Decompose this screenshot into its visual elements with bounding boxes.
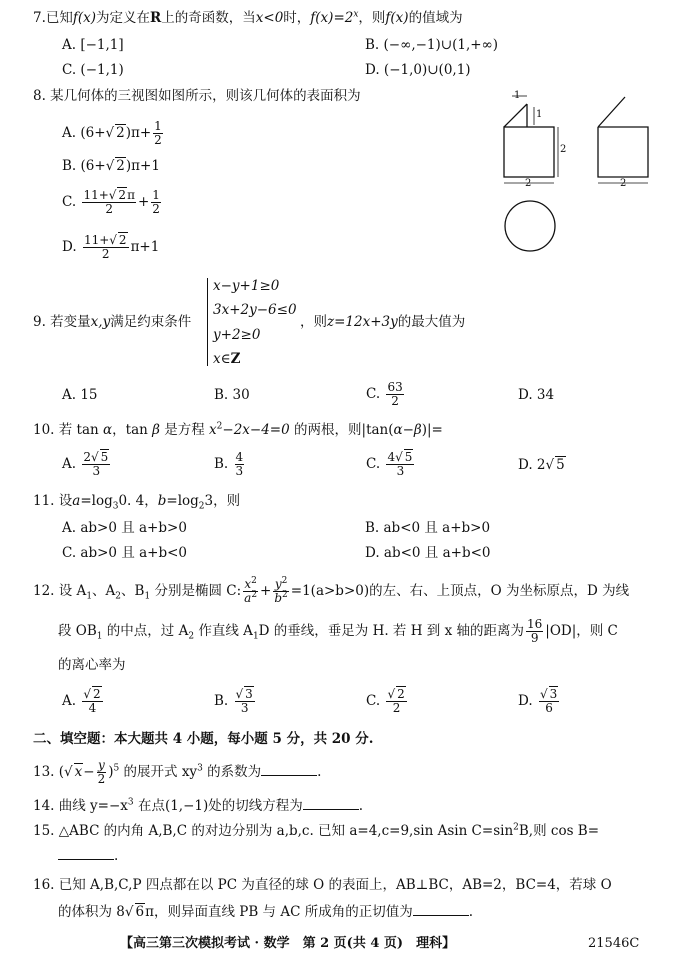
q14: 14. 曲线 $y=-x^3$ 在点(1,−1)处的切线方程为 .	[33, 797, 364, 814]
q10-option-d: D. 2√ 5	[518, 457, 565, 473]
dim-top-label: 1	[514, 90, 521, 101]
constraint-3: y+2≥0	[213, 327, 261, 343]
paper-code: 21546C	[588, 936, 640, 951]
q9-option-c: C. $\frac{63}{2}$	[366, 380, 403, 408]
q7-option-b: B. (−∞,−1)∪(1,+∞)	[365, 37, 499, 53]
q8-option-b: B. (6+√ 2)π+1	[62, 158, 160, 174]
q7-option-d: D. (−1,0)∪(0,1)	[365, 62, 471, 78]
q16-answer-blank[interactable]	[413, 915, 469, 916]
q8-stem: 8. 某几何体的三视图如图所示，则该几何体的表面积为	[33, 88, 361, 104]
q7-option-c: C. (−1,1)	[62, 62, 124, 78]
q12-line-3: 的离心率为	[58, 657, 126, 673]
q9-stem-right: ，则z=12x+3y的最大值为	[300, 314, 466, 330]
q7-stem: 7.已知f(x)为定义在R上的奇函数，当x<0时，$f(x)=2^x$，则f(x)的值域为	[33, 9, 463, 26]
constraint-2: 3x+2y−6≤0	[213, 302, 297, 318]
q12-option-d: D. $\frac{√ 3}{6}$	[518, 687, 558, 715]
q15-answer-blank[interactable]	[58, 859, 114, 860]
q11-option-c: C. ab>0 且 a+b<0	[62, 545, 188, 561]
dim-side-small-label: 1	[536, 109, 543, 120]
q12-option-c: C. $\frac{√ 2}{2}$	[366, 687, 405, 715]
q10-option-b: B. $\frac{4}{3}$	[214, 450, 244, 478]
q9-option-a: A. 15	[62, 387, 98, 403]
page-footer: 【高三第三次模拟考试 · 数学 第 2 页(共 4 页) 理科】	[120, 936, 456, 951]
side-view-slant	[598, 97, 625, 127]
q13: 13. (√ x− $\frac{y}{2}$ )$^5$ 的展开式 $xy^3$ 的系数为 .	[33, 758, 322, 786]
dim-height-label: 2	[560, 144, 567, 155]
q8-option-a: A. (6+√ 2)π+ $\frac{1}{2}$	[62, 119, 162, 147]
q12-line-2: 段 $OB_1$ 的中点，过 $A_2$ 作直线 $A_1D$ 的垂线，垂足为 H. 若 H 到 x 轴的距离为 $\frac{16}{9}$ |OD|，则 C	[58, 617, 618, 645]
dim-front-width-label: 2	[525, 178, 532, 189]
q10-option-c: C. $\frac{4√ 5}{3}$	[366, 450, 413, 478]
q9-option-b: B. 30	[214, 387, 250, 403]
q8-option-d: D. $\frac{11+√ 2}{2}$ π+1	[62, 233, 160, 261]
front-view-square	[504, 127, 554, 177]
side-view-square	[598, 127, 648, 177]
q12-option-a: A. $\frac{√ 2}{4}$	[62, 687, 101, 715]
q9-stem-left: 9. 若变量x,y满足约束条件	[33, 314, 192, 330]
q11-option-b: B. ab<0 且 a+b>0	[365, 520, 491, 536]
front-view-slant	[504, 104, 527, 127]
q11-option-a: A. ab>0 且 a+b>0	[62, 520, 187, 536]
q7-option-a: A. [−1,1]	[62, 37, 124, 53]
q11-option-d: D. ab<0 且 a+b<0	[365, 545, 491, 561]
q14-answer-blank[interactable]	[303, 809, 359, 810]
top-view-circle	[505, 201, 555, 251]
dim-side-width-label: 2	[620, 178, 627, 189]
three-view-figure	[490, 85, 660, 260]
constraint-brace	[207, 278, 208, 366]
q12-line-1: 12. 设 $A_1$、$A_2$、$B_1$ 分别是椭圆 C: $\frac{x^2}{a^2}$ + $\frac{y^2}{b^2}$ =1(a>b>0)的左、右、上顶点，O 为坐标原点，D 为线	[33, 576, 630, 605]
q15-line-2: .	[58, 850, 118, 864]
q13-answer-blank[interactable]	[261, 775, 317, 776]
q15-line-1: 15. △ABC 的内角 A,B,C 的对边分别为 a,b,c. 已知 a=4,c=9,sin Asin $C=\sin^2B$,则 cos B=	[33, 822, 600, 839]
q10-stem: 10. 若 tan α，tan β 是方程 $x^2-2x-4=0$ 的两根，则|tan(α−β)|=	[33, 421, 443, 438]
q10-option-a: A. $\frac{2√ 5}{3}$	[62, 450, 109, 478]
q11-stem: 11. 设$a=\log_30$. 4，$b=\log_23$，则	[33, 493, 241, 512]
q9-option-d: D. 34	[518, 387, 555, 403]
section-2-heading: 二、填空题：本大题共 4 小题，每小题 5 分，共 20 分.	[33, 731, 374, 747]
q12-option-b: B. $\frac{√ 3}{3}$	[214, 687, 253, 715]
constraint-1: x−y+1≥0	[213, 278, 280, 294]
q16-line-1: 16. 已知 A,B,C,P 四点都在以 PC 为直径的球 O 的表面上，AB⊥BC，AB=2，BC=4，若球 O	[33, 877, 612, 893]
q16-line-2: 的体积为 8√ 6π，则异面直线 PB 与 AC 所成角的正切值为 .	[58, 904, 474, 920]
constraint-4: x∈Z	[213, 351, 241, 367]
q8-option-c: C. $\frac{11+√ 2\pi}{2}$ + $\frac{1}{2}$	[62, 188, 160, 216]
